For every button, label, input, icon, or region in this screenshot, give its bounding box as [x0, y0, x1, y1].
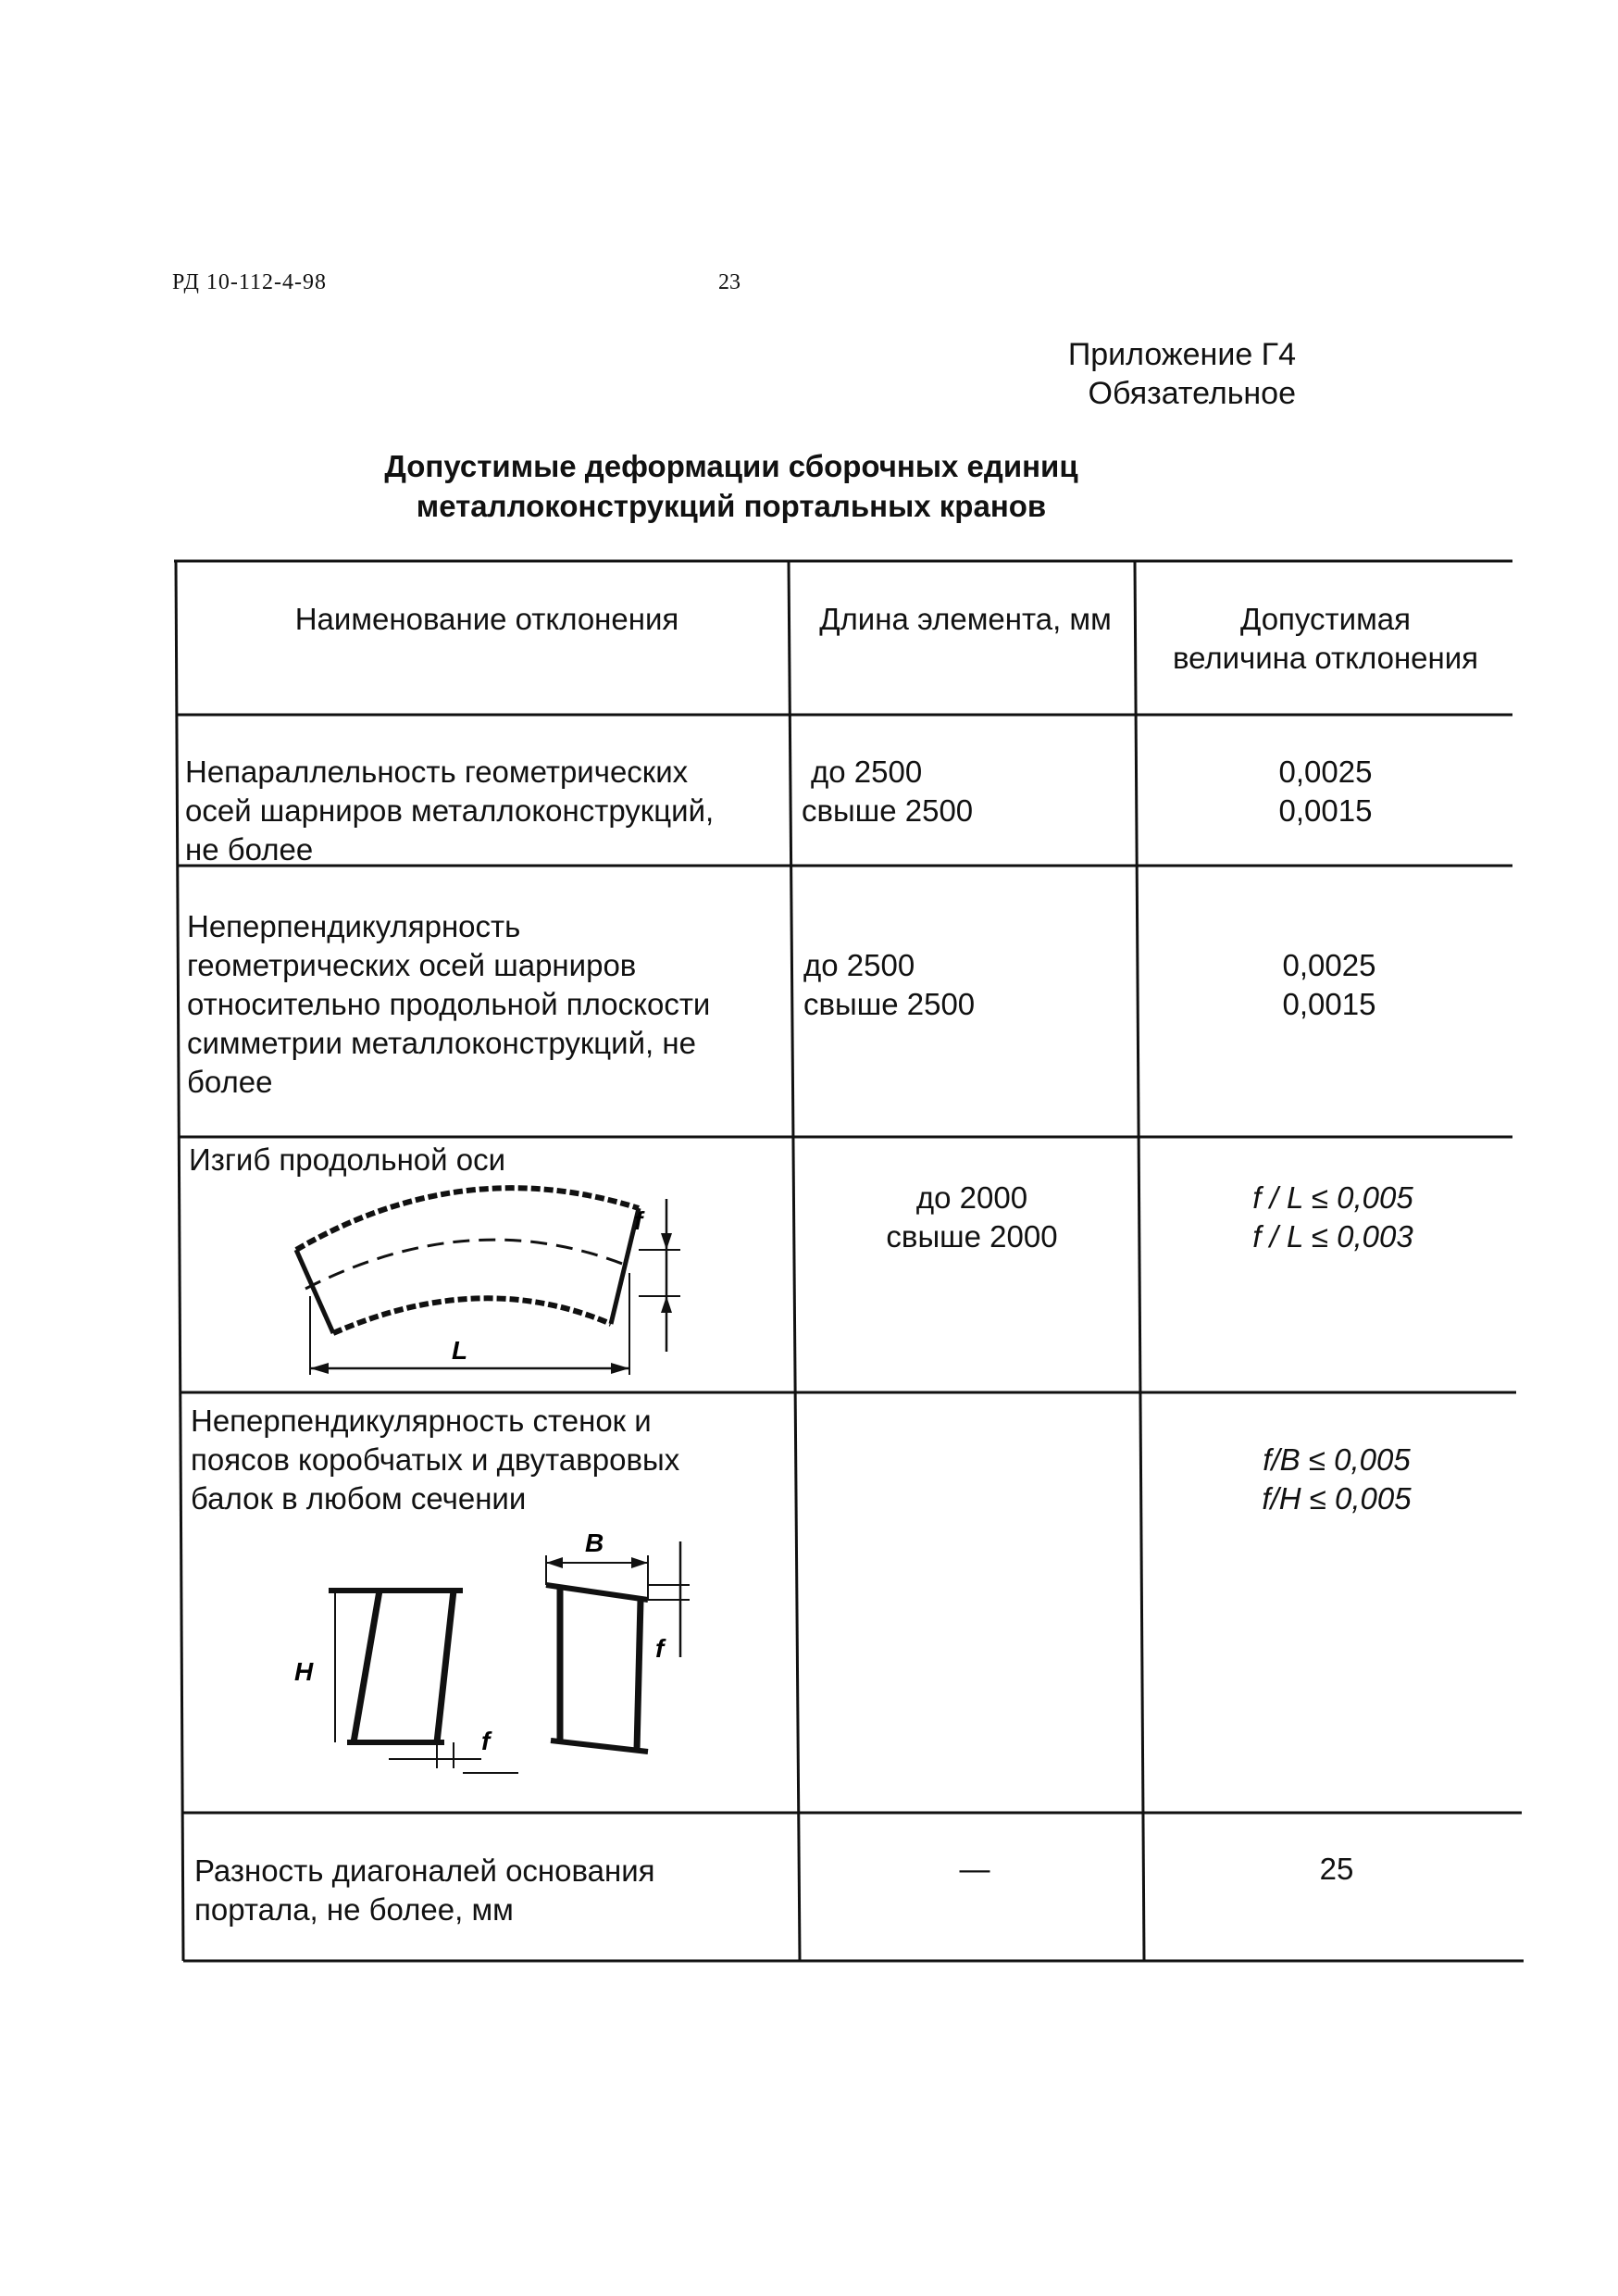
row-3-length-line: свыше 2000 — [886, 1219, 1058, 1254]
row-5-value — [1151, 1850, 1522, 1889]
row-4-name — [191, 1402, 679, 1518]
row-2-name-line: симметрии металлоконструкций, не — [187, 1026, 696, 1060]
row-4-name-line: поясов коробчатых и двутавровых — [191, 1442, 680, 1477]
column-divider-1 — [789, 561, 800, 1961]
row-3-name — [189, 1141, 505, 1179]
column-header-value — [1140, 600, 1511, 678]
row-2-name-line: более — [187, 1065, 273, 1099]
row-4-value — [1151, 1441, 1522, 1518]
row-1-name — [185, 753, 714, 869]
document-code: РД 10-112-4-98 — [172, 270, 327, 294]
title-line-1: Допустимые деформации сборочных единиц — [384, 449, 1078, 483]
row-5-name — [194, 1852, 655, 1929]
row-1-name-line: осей шарниров металлоконструкций, — [185, 793, 715, 828]
row-3-value — [1148, 1179, 1518, 1256]
dim-f-arrow-bottom — [661, 1296, 672, 1313]
section-a-left-web — [354, 1591, 380, 1742]
row-5-name-line: портала, не более, мм — [194, 1892, 514, 1927]
section-b-label: B — [585, 1529, 604, 1557]
row-2-value-line: 0,0015 — [1282, 987, 1376, 1021]
section-b-right-web — [637, 1600, 641, 1750]
column-header-value-line-2: величина отклонения — [1172, 641, 1479, 675]
beam-axis-dashed — [305, 1240, 629, 1289]
column-header-name: Наименование отклонения — [294, 602, 679, 636]
row-2-length-line: свыше 2500 — [803, 987, 976, 1021]
row-1-name-line: Непараллельность геометрических — [185, 755, 689, 789]
row-5-name-line: Разность диагоналей основания — [194, 1853, 655, 1888]
appendix-label: Приложение Г4 — [1067, 337, 1296, 372]
row-1-value — [1140, 753, 1511, 830]
row-2-value — [1144, 946, 1514, 1024]
row-1-value-line: 0,0025 — [1278, 755, 1373, 789]
table-left-border — [176, 561, 183, 1961]
row-4-value-line: f/H ≤ 0,005 — [1262, 1481, 1412, 1516]
title-line-2: металлоконструкций портальных кранов — [416, 489, 1047, 523]
section-h-label: H — [294, 1657, 314, 1686]
row-5-length — [805, 1850, 1144, 1889]
section-a-f-label: f — [481, 1727, 491, 1755]
section-b-bottom-flange — [551, 1741, 648, 1752]
row-3-value-line: f / L ≤ 0,005 — [1252, 1180, 1413, 1215]
column-header-length: Длина элемента, мм — [819, 602, 1112, 636]
row-2-name — [187, 907, 710, 1102]
row-1-length — [802, 753, 973, 830]
row-1-name-line: не более — [185, 832, 314, 867]
row-3-value-line: f / L ≤ 0,003 — [1252, 1219, 1413, 1254]
row-3-length-line: до 2000 — [915, 1180, 1028, 1215]
row-2-name-line: геометрических осей шарниров — [187, 948, 637, 982]
beam-bending-figure — [296, 1188, 680, 1375]
dim-l-arrow-left — [310, 1363, 329, 1374]
beam-f-label: f — [634, 1206, 643, 1235]
beam-l-label: L — [452, 1336, 468, 1365]
row-2-name-line: Неперпендикулярность — [187, 909, 521, 943]
page-number: 23 — [718, 270, 741, 294]
row-1-value-line: 0,0015 — [1278, 793, 1373, 828]
row-4-value-line: f/B ≤ 0,005 — [1263, 1442, 1411, 1477]
row-2-length — [803, 946, 975, 1024]
row-1-length-line: до 2500 — [811, 755, 923, 789]
row-4-name-line: Неперпендикулярность стенок и — [191, 1404, 652, 1438]
row-5-length-line: — — [959, 1852, 990, 1886]
row-4-name-line: балок в любом сечении — [191, 1481, 527, 1516]
appendix-status: Обязательное — [1088, 376, 1296, 411]
section-b-b-arrow-left — [546, 1557, 563, 1568]
row-1-length-line: свыше 2500 — [802, 793, 974, 828]
beam-bottom-edge — [333, 1298, 611, 1333]
beam-left-end — [296, 1250, 333, 1333]
dim-l-arrow-right — [611, 1363, 629, 1374]
section-b-b-arrow-right — [631, 1557, 648, 1568]
section-b-f-label: f — [655, 1634, 665, 1663]
column-header-value-line-1: Допустимая — [1239, 602, 1412, 636]
row-2-value-line: 0,0025 — [1282, 948, 1376, 982]
row-3-name-line: Изгиб продольной оси — [189, 1142, 506, 1177]
row-5-value-line: 25 — [1319, 1852, 1354, 1886]
row-2-length-line: до 2500 — [803, 948, 915, 982]
section-a-right-web — [437, 1591, 454, 1742]
row-3-length — [803, 1179, 1140, 1256]
row-2-name-line: относительно продольной плоскости — [187, 987, 711, 1021]
dim-f-arrow-top — [661, 1233, 672, 1250]
section-deviation-figure — [329, 1541, 690, 1773]
